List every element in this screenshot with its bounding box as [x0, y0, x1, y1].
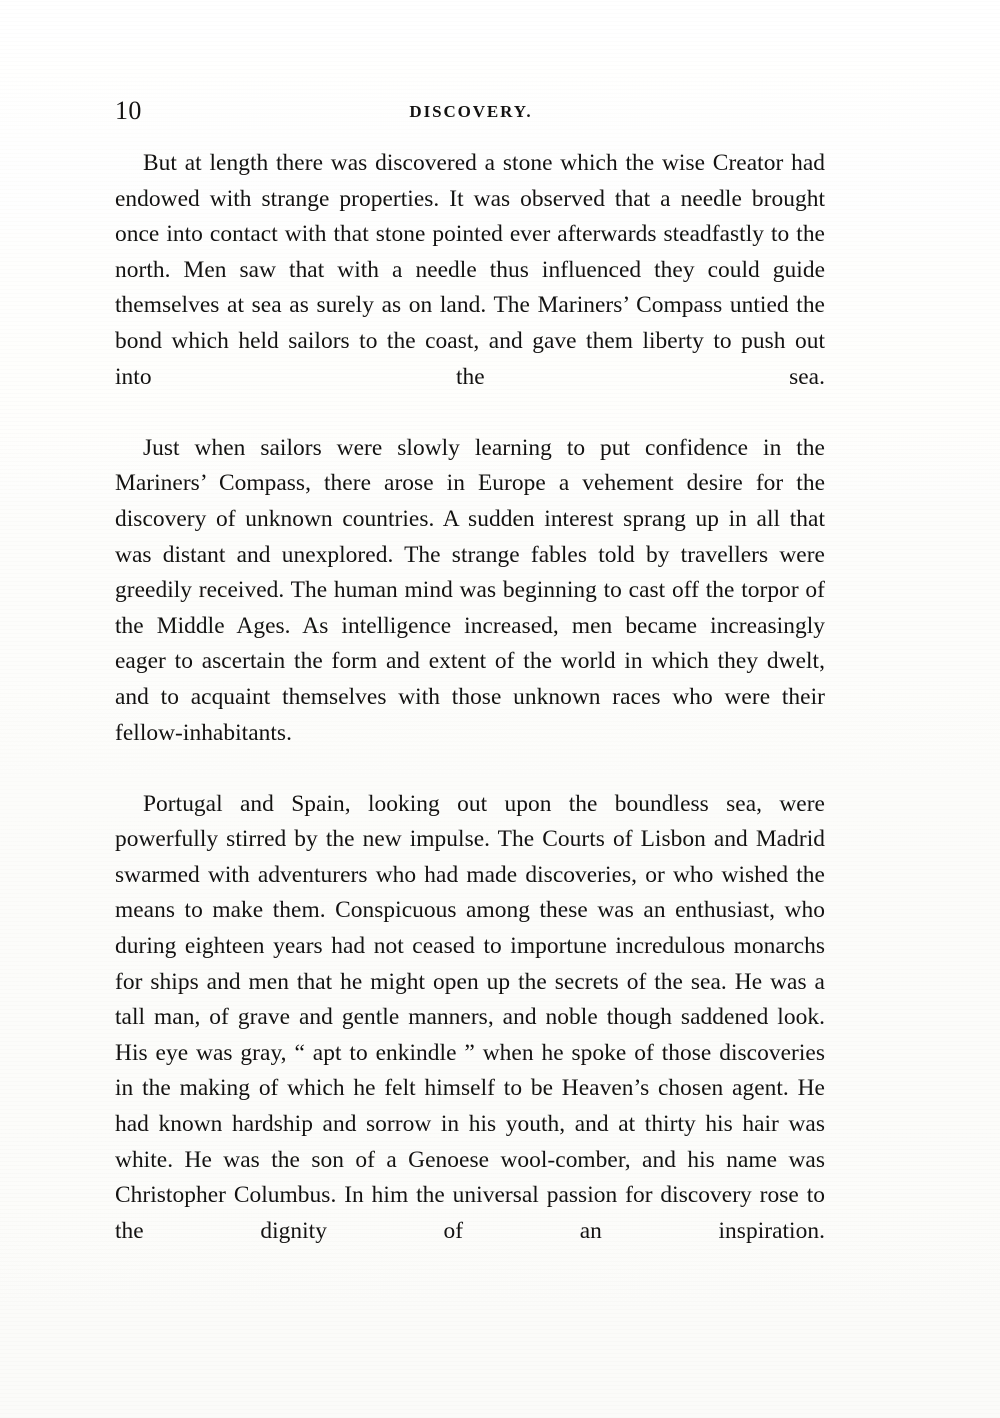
paragraph: Portugal and Spain, looking out upon the boundless sea, were powerfully stirred by the new impulse. The Courts of Lisbon and Madrid swarmed with adventurers who had made discoveries, or who wished the means to make them. Conspicuous among these was an enthusiast, who during eighteen years had not ceased to importune incredulous monarchs for ships and men that he might open up the secrets of the sea. He was a tall man, of grave and gentle manners, and noble though saddened look. His eye was gray, “ apt to enkindle ” when he spoke of those discoveries in the making of which he felt himself to be Heaven’s chosen agent. He had known hardship and sorrow in his youth, and at thirty his hair was white. He was the son of a Genoese wool-comber, and his name was Christopher Columbus. In him the universal passion for discovery rose to the dignity of an inspiration. [115, 790, 825, 1244]
paragraph: Just when sailors were slowly learning to put confidence in the Mariners’ Compass, there arose in Europe a vehement desire for the discovery of unknown countries. A sudden interest sprang up in all that was distant and unexplored. The strange fables told by travellers were greedily received. The human mind was beginning to cast off the torpor of the Middle Ages. As intelligence increased, men became increasingly eager to ascertain the form and extent of the world in which they dwelt, and to acquaint themselves with those unknown races who were their fellow-inhabitants. [115, 434, 825, 746]
page-number: 10 [115, 96, 142, 125]
running-title: DISCOVERY. [409, 102, 533, 121]
paragraph: But at length there was discovered a stone which the wise Creator had endowed with strange properties. It was observed that a needle brought once into contact with that stone pointed ever afterwards steadfastly to the north. Men saw that with a needle thus influenced they could guide themselves at sea as surely as on land. The Mariners’ Compass untied the bond which held sailors to the coast, and gave them liberty to push out into the sea. [115, 150, 825, 390]
running-head [115, 96, 825, 126]
body-text-block [115, 146, 825, 1285]
